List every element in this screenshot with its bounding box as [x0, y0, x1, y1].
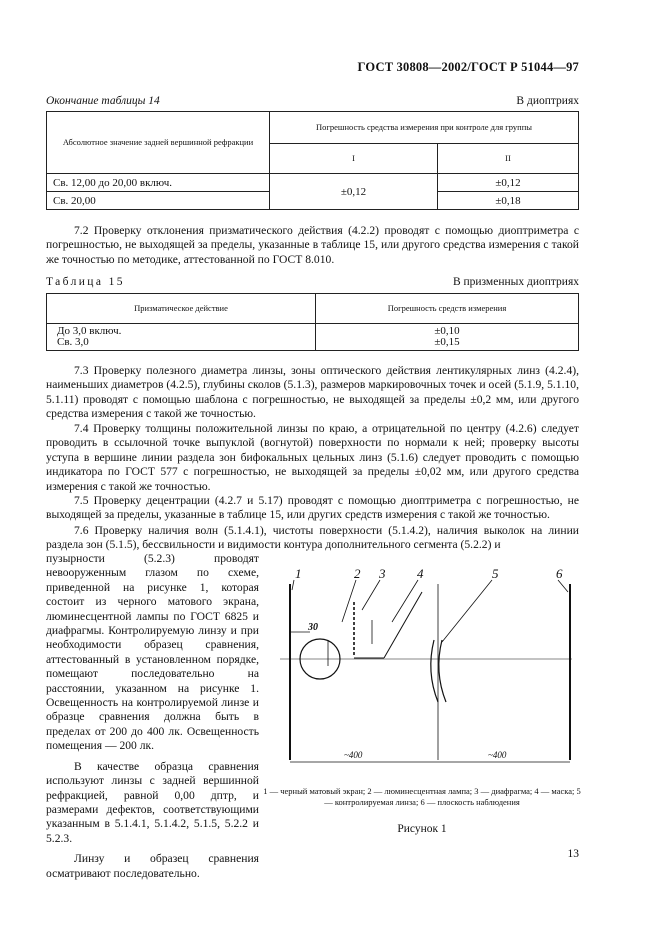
fig-label-2: 2: [354, 566, 361, 581]
paragraph-7-3-text: 7.3 Проверку полезного диаметра линзы, зоны оптического действия лентикулярных линз (4.2.4), наименьших диаметров (4.2.5), глубины сколов (5.1.3), размеров маркировочных точек и осей (5.1.9, 5.1.10, 5.1.11) проводят с помощью шаблона с погрешностью, не выходящей за пределы ±0,2 мм, или другого средства измерения с такой же точностью.: [46, 364, 579, 421]
paragraph-7-4: [46, 422, 579, 494]
table15-row2-value: ±0,15: [434, 336, 460, 348]
mask: [384, 592, 422, 658]
fig-label-1: 1: [295, 566, 302, 581]
table14-caption: Окончание таблицы 14: [46, 95, 160, 107]
paragraph-7-2-text: 7.2 Проверку отклонения призматического действия (4.2.2) проводят с помощью диоптриметра с погрешностью, не выходящей за пределы, указанные в таблице 15, или другого средства измерения с такой же точностью по методике, аттестованной по ГОСТ 8.010.: [46, 224, 579, 266]
page-header: ГОСТ 30808—2002/ГОСТ Р 51044—97: [357, 60, 579, 74]
table14-col-I: I: [270, 144, 438, 174]
table14-units: В диоптриях: [516, 95, 579, 107]
table15-col1-header: Призматическое действие: [47, 294, 316, 324]
paragraph-7-6: [46, 524, 579, 553]
table-15: [46, 293, 579, 351]
fig-label-5: 5: [492, 566, 499, 581]
table14-row2-label: Св. 20,00: [47, 192, 270, 210]
paragraph-7-4-text: 7.4 Проверку толщины положительной линзы по краю, а отрицательной по центру (4.2.6) следует проводить в ссылочной точке выпуклой (вогнутой) поверхности по нормали к ней; проверку высоты уступа в вершине линии раздела зон бифокальных цельных линз (5.1.6) следует проводить с помощью индикатора по ГОСТ 577 с погрешностью, не выходящей за пределы ±0,02 мм, или другого средства измерения с такой же точностью.: [46, 422, 579, 493]
controlled-lens: [431, 640, 438, 702]
table15-units: В призменных диоптриях: [452, 276, 579, 288]
table15-row1-value: ±0,10: [434, 325, 460, 337]
table15-col2-header: Погрешность средств измерения: [316, 294, 579, 324]
fig-dim-400a: ~400: [344, 750, 363, 760]
table14-col-II: II: [438, 144, 579, 174]
figure-1-diagram: [262, 562, 582, 782]
table-row: [47, 324, 579, 351]
table14-row1-II: ±0,12: [438, 174, 579, 192]
table-row: [47, 174, 579, 192]
fig-dim-30: 30: [308, 622, 318, 633]
paragraph-7-6-rest: пузырности (5.2.3) проводят невооруженным глазом по схеме, приведенной на рисунке 1, которая состоит из черного матового экрана, люминесцентной лампы по ГОСТ 6825 и диафрагмы. Контролируемую линзу и при необходимости образец сравнения, аттестованный в установленном порядке, помещают последовательно на расстоянии, указанном на рисунке 1. Освещенность на контролируемой линзе и образце сравнения должна быть в пределах от 200 до 400 лк. Освещенность помещения — 200 лк.: [46, 552, 259, 753]
paragraph-7-5-text: 7.5 Проверку децентрации (4.2.7 и 5.17) проводят с помощью диоптриметра с погрешностью, не выходящей за пределы, указанные в таблице 15, или других средств измерения с такой же точностью.: [46, 494, 579, 522]
paragraph-7-5: [46, 494, 579, 523]
table14-row1-I: ±0,12: [270, 174, 438, 210]
table14-col1-header: Абсолютное значение задней вершинной рефракции: [47, 112, 270, 174]
fig-dim-400b: ~400: [488, 750, 507, 760]
page-number: 13: [567, 848, 579, 860]
paragraph-7-2: [46, 224, 579, 267]
fig-label-3: 3: [379, 566, 386, 581]
paragraph-7-6-c: Линзу и образец сравнения осматривают последовательно.: [46, 852, 259, 880]
table14-group-header: Погрешность средства измерения при контроле для группы: [270, 112, 579, 144]
table-14: [46, 111, 579, 210]
paragraph-7-3: [46, 364, 579, 422]
figure-caption: Рисунок 1: [397, 823, 447, 835]
fig-label-6: 6: [556, 566, 563, 581]
table14-row1-label: Св. 12,00 до 20,00 включ.: [47, 174, 270, 192]
table15-row1-label: До 3,0 включ.: [57, 325, 122, 337]
fig-label-4: 4: [417, 566, 424, 581]
table15-caption: Таблица 15: [46, 276, 125, 288]
table14-row2-II: ±0,18: [438, 192, 579, 210]
paragraph-7-6-b: В качестве образца сравнения используют линзы с задней вершинной рефракцией, равной 0,00 дптр, и размерами дефектов, соответствующими указанным в 5.1.4.1, 5.1.4.2, 5.1.5, 5.2.2 и 5.2.3.: [46, 759, 259, 845]
table15-row2-label: Св. 3,0: [57, 336, 89, 348]
paragraph-7-6-intro: 7.6 Проверку наличия волн (5.1.4.1), чистоты поверхности (5.1.4.2), наличия выколок на линии раздела зон (5.1.5), бессвильности и видимости контура дополнительного сегмента (5.2.2) и: [46, 524, 579, 552]
figure-legend: 1 — черный матовый экран; 2 — люминесцентная лампа; 3 — диафрагма; 4 — маска; 5 — контролируемая линза; 6 — плоскость наблюдения: [263, 786, 581, 807]
paragraph-7-6-column: [46, 552, 259, 887]
